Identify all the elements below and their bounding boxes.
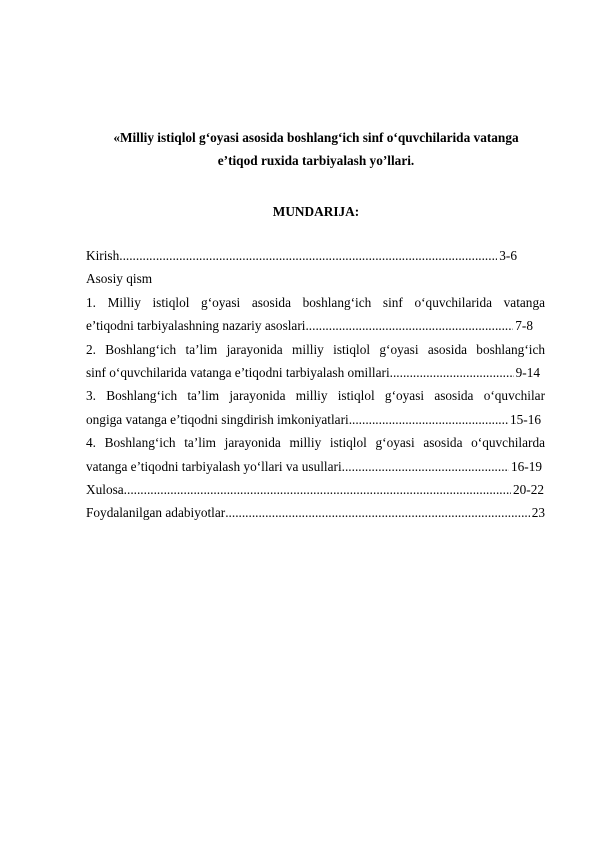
toc-entry-page: 3-6 xyxy=(499,248,517,263)
toc-entry-3-line-2 xyxy=(86,408,541,431)
toc-entry-page: 23 xyxy=(531,505,545,521)
title-line-1: «Milliy istiqlol g‘oyasi asosida boshlang‘ich sinf o‘quvchilarida vatanga xyxy=(113,130,519,145)
toc-entry-label: ongiga vatanga e’tiqodni singdirish imkoniyatlari xyxy=(86,411,349,427)
table-of-contents xyxy=(86,244,545,525)
toc-leader-dots xyxy=(119,244,497,267)
toc-entry-label: Kirish xyxy=(86,248,120,263)
toc-entry-4-line-2 xyxy=(86,455,542,478)
toc-entry-label: e’tiqodni tarbiyalashning nazariy asoslari xyxy=(86,318,306,334)
toc-leader-dots xyxy=(124,478,511,501)
toc-entry-1-line-1: 1. Milliy istiqlol g‘oyasi asosida boshlang‘ich sinf o‘quvchilarida vatanga xyxy=(86,294,545,310)
title-line-2: e’tiqod ruxida tarbiyalash yo’llari. xyxy=(217,153,415,168)
toc-leader-dots xyxy=(390,361,514,384)
toc-entry-page: 9-14 xyxy=(515,364,540,380)
document-title xyxy=(86,126,546,172)
toc-entry-label: Foydalanilgan adabiyotlar xyxy=(86,505,226,521)
toc-entry-2-line-1: 2. Boshlang‘ich ta’lim jarayonida milliy istiqlol g‘oyasi asosida boshlang‘ich xyxy=(86,341,545,357)
contents-heading: MUNDARIJA: xyxy=(272,204,360,219)
toc-entry-3-line-1: 3. Boshlang‘ich ta’lim jarayonida milliy istiqlol g‘oyasi asosida o‘quvchilar xyxy=(86,388,545,404)
toc-entry-label: sinf o‘quvchilarida vatanga e’tiqodni tarbiyalash omillari xyxy=(86,364,390,380)
toc-entry-label: Xulosa xyxy=(86,481,124,497)
toc-entry-intro xyxy=(86,244,517,267)
toc-entry-page: 7-8 xyxy=(515,318,533,334)
toc-leader-dots xyxy=(305,314,513,337)
toc-entry-page: 16-19 xyxy=(510,458,542,474)
toc-entry-4-line-1: 4. Boshlang‘ich ta’lim jarayonida milliy istiqlol g‘oyasi asosida o‘quvchilarda xyxy=(86,435,545,451)
toc-entry-page: 15-16 xyxy=(509,411,541,427)
toc-leader-dots xyxy=(342,455,509,478)
toc-entry-page: 20-22 xyxy=(512,481,544,497)
toc-entry-references xyxy=(86,501,545,524)
toc-entry-label: vatanga e’tiqodni tarbiyalash yo‘llari va usullari xyxy=(86,458,342,474)
toc-entry-2-line-2 xyxy=(86,361,540,384)
toc-leader-dots xyxy=(349,408,508,431)
toc-leader-dots xyxy=(225,501,529,524)
toc-section-main-part: Asosiy qism xyxy=(86,271,153,287)
toc-entry-conclusion xyxy=(86,478,544,501)
toc-entry-1-line-2 xyxy=(86,314,533,337)
